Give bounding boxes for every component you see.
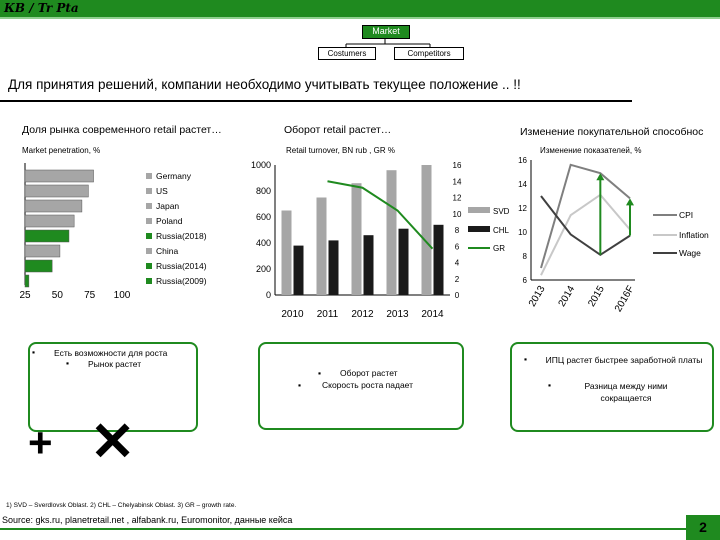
retail-turnover-chart bbox=[245, 155, 520, 325]
bullet-icon: ▪ bbox=[298, 380, 302, 390]
purchasing-panel-title: Изменение покупательной способнос bbox=[520, 126, 704, 138]
bar-svd-2014 bbox=[422, 165, 432, 295]
page-number: 2 bbox=[686, 515, 720, 540]
x-tick-label: 2016F bbox=[612, 284, 637, 315]
bar-chl-2011 bbox=[329, 240, 339, 295]
middle-callout-item-1: Оборот растет bbox=[340, 368, 398, 378]
legend-label-wage: Wage bbox=[679, 248, 701, 258]
right-tick-label: 0 bbox=[454, 291, 460, 300]
bar-us bbox=[25, 185, 88, 197]
purchasing-power-chart bbox=[505, 140, 720, 320]
plus-icon: + bbox=[28, 419, 53, 466]
legend-swatch bbox=[146, 188, 152, 194]
legend-label-chl: CHL bbox=[493, 226, 510, 235]
bullet-icon: ▪ bbox=[66, 358, 70, 368]
category-label: Japan bbox=[156, 201, 180, 211]
category-label: US bbox=[156, 186, 168, 196]
legend-swatch bbox=[146, 218, 152, 224]
legend-label-cpi: CPI bbox=[679, 210, 694, 220]
legend-label-gr: GR bbox=[493, 244, 505, 253]
left-tick-label: 0 bbox=[265, 290, 271, 300]
right-tick-label: 4 bbox=[454, 258, 460, 268]
category-label: Russia(2009) bbox=[156, 276, 207, 286]
left-tick-label: 400 bbox=[255, 238, 271, 248]
legend-swatch bbox=[146, 278, 152, 284]
middle-callout bbox=[258, 342, 464, 430]
bottom-accent-line bbox=[0, 528, 720, 530]
gr-line bbox=[328, 181, 433, 248]
market-penetration-chart bbox=[0, 155, 260, 305]
bar-chl-2013 bbox=[399, 229, 409, 295]
headline-underline bbox=[0, 100, 632, 102]
x-tick-label: 100 bbox=[113, 290, 131, 301]
x-tick-label: 75 bbox=[84, 290, 96, 301]
share-panel-subtitle: Market penetration, % bbox=[22, 146, 101, 155]
bar-chl-2012 bbox=[364, 235, 374, 295]
left-tick-label: 200 bbox=[255, 264, 271, 274]
legend-swatch bbox=[146, 203, 152, 209]
line-cpi bbox=[541, 165, 630, 268]
bar-svd-2010 bbox=[282, 211, 292, 296]
bullet-icon: ▪ bbox=[318, 368, 322, 378]
bar-svd-2013 bbox=[387, 170, 397, 295]
category-label: Russia(2014) bbox=[156, 261, 207, 271]
bar-svd-2012 bbox=[352, 183, 362, 295]
category-label: Poland bbox=[156, 216, 183, 226]
source-line: Source: gks.ru, planetretail.net , alfabank.ru, Euromonitor, данные кейса bbox=[2, 515, 293, 525]
x-tick-label: 2012 bbox=[351, 309, 374, 320]
x-tick-label: 2014 bbox=[421, 309, 444, 320]
legend-swatch-svd bbox=[468, 207, 490, 213]
legend-swatch bbox=[146, 173, 152, 179]
bar-germany bbox=[25, 170, 94, 182]
org-node-market: Market bbox=[362, 25, 410, 39]
right-tick-label: 6 bbox=[454, 242, 460, 252]
company-logo: КВ / Tr Pta bbox=[4, 1, 79, 15]
x-tick-label: 2013 bbox=[526, 284, 548, 309]
bullet-icon: ▪ bbox=[524, 354, 528, 364]
bar-svd-2011 bbox=[317, 198, 327, 296]
bullet-icon: ▪ bbox=[32, 347, 36, 357]
share-panel-title: Доля рынка современного retail растет… bbox=[22, 124, 222, 136]
y-tick-label: 10 bbox=[518, 228, 527, 237]
right-callout-item-2: Разница между ними сокращается bbox=[584, 381, 668, 403]
bullet-icon: ▪ bbox=[548, 380, 552, 390]
right-tick-label: 14 bbox=[452, 177, 462, 187]
line-inflation bbox=[541, 195, 630, 275]
purchasing-panel-subtitle: Изменение показателей, % bbox=[540, 146, 642, 155]
bar-russia-2014- bbox=[25, 260, 52, 272]
bar-china bbox=[25, 245, 60, 257]
x-tick-label: 2011 bbox=[316, 309, 339, 320]
cross-icon: ✕ bbox=[90, 412, 136, 472]
x-tick-label: 2014 bbox=[556, 284, 578, 309]
org-node-costumers: Costumers bbox=[318, 47, 376, 60]
right-tick-label: 10 bbox=[452, 209, 462, 219]
org-node-competitors: Competitors bbox=[394, 47, 464, 60]
legend-swatch bbox=[146, 233, 152, 239]
category-label: Russia(2018) bbox=[156, 231, 207, 241]
right-callout-item-1: ИПЦ растет быстрее заработной платы bbox=[545, 355, 703, 365]
right-tick-label: 8 bbox=[454, 226, 460, 235]
left-tick-label: 1000 bbox=[250, 160, 271, 170]
legend-swatch-chl bbox=[468, 226, 490, 232]
bar-poland bbox=[25, 215, 74, 227]
right-tick-label: 12 bbox=[452, 193, 462, 203]
bar-chl-2010 bbox=[294, 246, 304, 295]
turnover-panel-subtitle: Retail turnover, BN rub , GR % bbox=[286, 146, 395, 155]
gap-arrow-head bbox=[626, 198, 634, 205]
left-tick-label: 800 bbox=[255, 186, 271, 196]
x-tick-label: 2010 bbox=[281, 309, 304, 320]
headline: Для принятия решений, компании необходимо учитывать текущее положение .. !! bbox=[8, 77, 521, 92]
y-tick-label: 12 bbox=[518, 204, 527, 213]
legend-swatch bbox=[146, 248, 152, 254]
right-tick-label: 2 bbox=[454, 274, 460, 284]
y-tick-label: 6 bbox=[522, 276, 527, 285]
left-callout-item-2: Рынок растет bbox=[88, 359, 142, 369]
legend-label-svd: SVD bbox=[493, 207, 510, 216]
legend-label-inflation: Inflation bbox=[679, 230, 709, 240]
x-tick-label: 2015 bbox=[586, 284, 607, 309]
left-tick-label: 600 bbox=[255, 212, 271, 222]
category-label: Germany bbox=[156, 171, 191, 181]
x-tick-label: 50 bbox=[51, 290, 63, 301]
bar-chl-2014 bbox=[434, 225, 444, 295]
y-tick-label: 16 bbox=[518, 156, 527, 165]
y-tick-label: 14 bbox=[518, 180, 527, 189]
bar-russia-2009- bbox=[25, 275, 29, 287]
category-label: China bbox=[156, 246, 179, 256]
bar-japan bbox=[25, 200, 82, 212]
x-tick-label: 25 bbox=[19, 290, 31, 301]
x-tick-label: 2013 bbox=[386, 309, 409, 320]
footnote: 1) SVD – Sverdlovsk Oblast. 2) CHL – Chelyabinsk Oblast. 3) GR – growth rate. bbox=[6, 502, 237, 509]
right-tick-label: 16 bbox=[452, 161, 462, 170]
left-callout-item-1: Есть возможности для роста bbox=[54, 348, 168, 358]
legend-swatch bbox=[146, 263, 152, 269]
bar-russia-2018- bbox=[25, 230, 69, 242]
middle-callout-item-2: Скорость роста падает bbox=[322, 380, 414, 390]
turnover-panel-title: Оборот retail растет… bbox=[284, 124, 392, 136]
right-callout bbox=[510, 342, 714, 432]
y-tick-label: 8 bbox=[522, 252, 527, 261]
